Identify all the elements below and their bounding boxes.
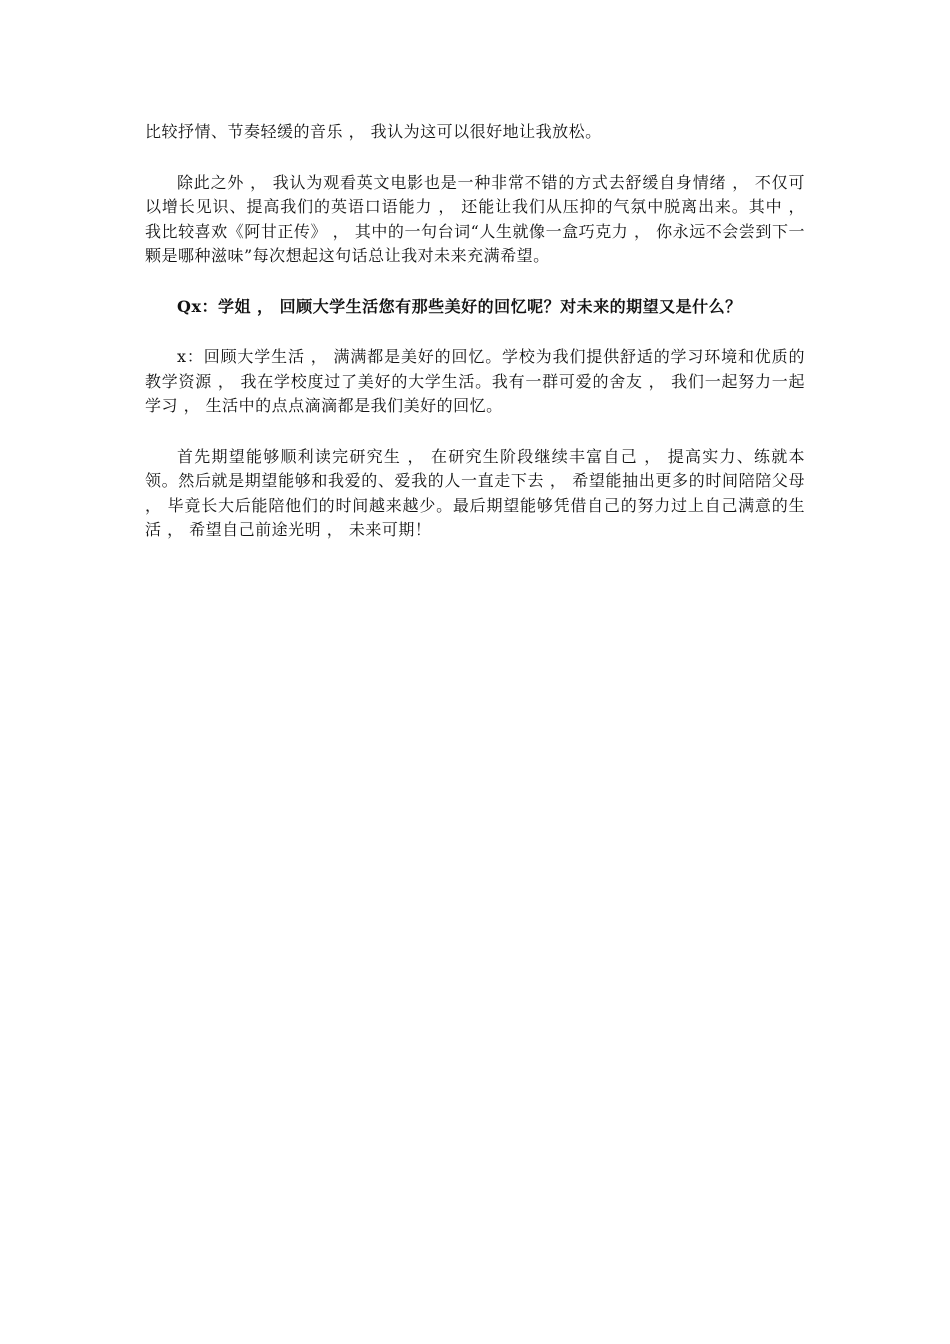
answer-future-hopes: 首先期望能够顺利读完研究生 ， 在研究生阶段继续丰富自己 ， 提高实力、练就本领。然后就是期望能够和我爱的、爱我的人一直走下去 ， 希望能抽出更多的时间陪陪父母 ， 毕竟长大后能陪他们的时间越来越少。最后期望能够凭借自己的努力过上自己满意的生活 ， 希望自己前途光明 ， 未来可期！ [145, 446, 805, 539]
paragraph-movies: 除此之外 ， 我认为观看英文电影也是一种非常不错的方式去舒缓自身情绪 ， 不仅可以增长见识、提高我们的英语口语能力 ， 还能让我们从压抑的气氛中脱离出来。其中 ， 我比较喜欢《阿甘正传》 ， 其中的一句台词“人生就像一盒巧克力 ， 你永远不会尝到下一颗是哪种滋味”每次想起这句话总让我对未来充满希望。 [145, 172, 805, 265]
interview-question: Qx：学姐 ， 回顾大学生活您有那些美好的回忆呢？对未来的期望又是什么？ [177, 296, 742, 316]
document-page [145, 120, 805, 543]
paragraph-continuation: 比较抒情、节奏轻缓的音乐 ， 我认为这可以很好地让我放松。 [145, 122, 602, 141]
answer-college-memories: x：回顾大学生活 ， 满满都是美好的回忆。学校为我们提供舒适的学习环境和优质的教学资源 ， 我在学校度过了美好的大学生活。我有一群可爱的舍友 ， 我们一起努力一起学习 ， 生活中的点点滴滴都是我们美好的回忆。 [145, 347, 805, 415]
